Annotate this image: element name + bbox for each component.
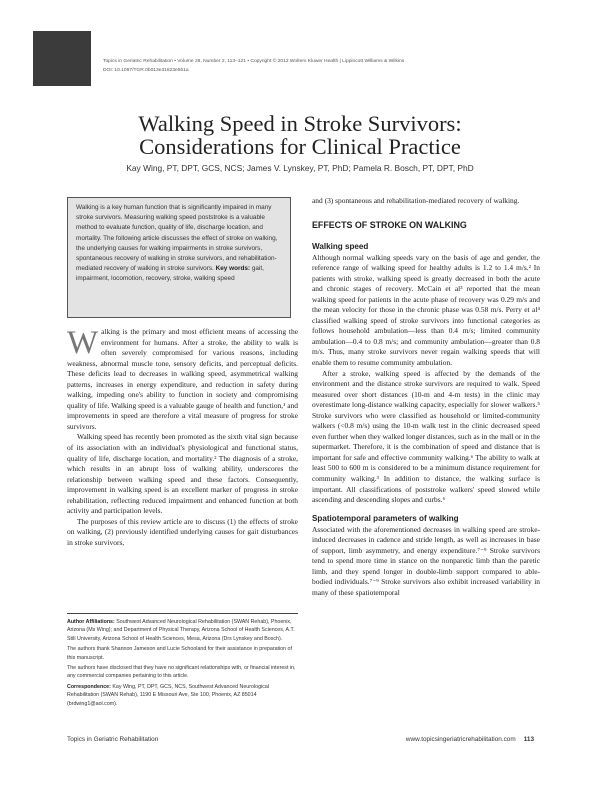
article-title	[0, 112, 600, 158]
keywords-label: Key words:	[215, 265, 251, 273]
subsection-heading-walking-speed: Walking speed	[312, 241, 369, 251]
header-decoration-block	[33, 31, 91, 86]
body-paragraph: The purposes of this review article are to discuss (1) the effects of stroke on walking, (2) previously identified underlying causes for gait disturbances in stroke survivors,	[67, 516, 298, 547]
thanks-note: The authors thank Shannon Jameson and Lucie Schooland for their assistance in preparation of this manuscript.	[67, 646, 292, 661]
section-heading: EFFECTS OF STROKE ON WALKING	[312, 219, 467, 230]
body-paragraph: After a stroke, walking speed is affected by the demands of the environment and the distance stroke survivors are required to walk. Speed measured over short distances (10-m and 4-m tests) in the clinic may overestimate long-distance walking capacity, especially for slower walkers.⁵ Stroke survivors who were classified as household or limited-community walkers (<0.8 m/s) using the 10-m walk test in the clinic decreased speed even further when they walked longer distances, such as in the mall or in the supermarket. Therefore, it is the combination of speed and distance that is important for safe and effective community walking.⁶ The ability to walk at least 500 to 600 m is considered to be a minimum distance requirement for community walking.³ In addition to distance, the walking surface is important. All classifications of poststroke walkers' speed slowed while ascending and descending slopes and curbs.⁶	[312, 368, 540, 505]
body-paragraph: and (3) spontaneous and rehabilitation-mediated recovery of walking.	[312, 196, 520, 205]
affiliations-text: Southwest Advanced Neurological Rehabilitation (SWAN Rehab), Phoenix, Arizona (Ms Wing); and Department of Physical Therapy, Arizona School of Health Sciences, A.T. Still University, Arizona School of Health Sciences, Mesa, Arizona (Drs Lynskey and Bosch).	[67, 619, 295, 642]
intro-paragraph	[67, 327, 298, 432]
body-paragraph: Associated with the aforementioned decreases in walking speed are stroke-induced decreases in cadence and stride length, as well as increases in base of support, limb asymmetry, and energy expenditure.⁷⁻⁹ Stroke survivors tend to spend more time in stance on the nonparetic limb than the paretic limb, and they spend longer in double-limb support compared to able-bodied individuals.⁷⁻⁹ Stroke survivors also exhibit increased variability in many of these spatiotemporal	[312, 524, 540, 597]
disclosure-note: The authors have disclosed that they have no significant relationships with, or financial interest in, any commercial companies pertaining to this article.	[67, 665, 296, 680]
footnote-divider	[67, 613, 298, 614]
intro-text: alking is the primary and most efficient means of accessing the environment for humans. After a stroke, the ability to walk is often severely compromised for various reasons, including weakness, abnormal muscle tone, sensory deficits, and perceptual deficits. These deficits lead to decreases in walking speed, asymmetrical walking patterns, increases in energy expenditure, and reduction in safety during walking, impeding one's ability to function in society and compromising quality of life. Walking speed is a valuable gauge of health and function,¹ and improvements in speed are therefore a vital measure of progress for stroke survivors.	[67, 327, 298, 431]
title-line-2: Considerations for Clinical Practice	[139, 134, 461, 159]
title-line-1: Walking Speed in Stroke Survivors:	[138, 111, 462, 136]
keywords-text: gait, impairment, locomotion, recovery, stroke, walking speed	[76, 265, 264, 283]
body-paragraph: Although normal walking speeds vary on the basis of age and gender, the reference range of walking speed for healthy adults is 1.2 to 1.4 m/s.² In patients with stroke, walking speed is greatly decreased in both the acute and chronic stages of recovery. McCain et al³ reported that the mean walking speed for patients in the acute phase of recovery was 0.29 m/s and the mean velocity for those in the chronic phase was 0.58 m/s. Perry et al⁴ classified walking speed of stroke survivors into functional categories as follows household ambulation—less than 0.4 m/s; limited community ambulation—0.4 to 0.8 m/s; and community ambulation—greater than 0.8 m/s. Thus, many stroke survivors never regain walking speeds that will enable them to resume community ambulation.	[312, 252, 540, 368]
page-number: 113	[523, 736, 534, 743]
doi-line: DOI: 10.1097/TGR.0b013e31823e5b1a	[103, 68, 189, 73]
abstract-text: Walking is a key human function that is significantly impaired in many stroke survivors. Measuring walking speed poststroke is a valuable method to evaluate function, quality of life, discharge location, and mortality. The following article discusses the effect of stroke on walking, the underlying causes for walking impairments in stroke survivors, spontaneous recovery of walking in stroke survivors, and rehabilitation-mediated recovery of walking in stroke survivors.	[76, 204, 278, 273]
footer-url[interactable]: www.topicsingeriatricrehabilitation.com	[405, 736, 516, 743]
footnotes	[67, 613, 298, 710]
journal-header	[103, 57, 523, 75]
footer-right	[406, 736, 534, 743]
authors-line: Kay Wing, PT, DPT, GCS, NCS; James V. Lynskey, PT, PhD; Pamela R. Bosch, PT, DPT, PhD	[126, 163, 474, 173]
affiliations-note	[67, 618, 298, 643]
affiliations-label: Author Affiliations:	[67, 619, 115, 625]
correspondence-text: Kay Wing, PT, DPT, GCS, NCS, Southwest Advanced Neurological Rehabilitation (SWAN Rehab), 1190 E Missouri Ave, Ste 100, Phoenix, AZ 85014 (brdwing1@aol.com).	[67, 683, 269, 707]
right-column	[312, 196, 540, 599]
body-paragraph: Walking speed has recently been promoted as the sixth vital sign because of its association with an individual's physiological and functional status, quality of life, discharge location, and mortality.² The diagnosis of a stroke, which results in an abrupt loss of walking ability, underscores the relationship between walking speed and these factors. Consequently, improvement in walking speed is an excellent marker of progress in stroke rehabilitation, reflecting reduced impairment and enhanced function at both activity and participation levels.	[67, 432, 298, 516]
dropcap: W	[67, 325, 99, 361]
correspondence-label: Correspondence:	[67, 683, 111, 690]
subsection-heading-spatiotemporal: Spatiotemporal parameters of walking	[312, 513, 459, 523]
abstract-box	[67, 197, 291, 318]
left-column	[67, 327, 298, 548]
footer-journal-name: Topics in Geriatric Rehabilitation	[67, 736, 159, 743]
correspondence-note	[67, 683, 298, 708]
citation-line: Topics in Geriatric Rehabilitation • Volume 28, Number 2, 113–121 • Copyright © 2012 Wolters Kluwer Health | Lippincott Williams & Wilkins	[103, 59, 405, 64]
